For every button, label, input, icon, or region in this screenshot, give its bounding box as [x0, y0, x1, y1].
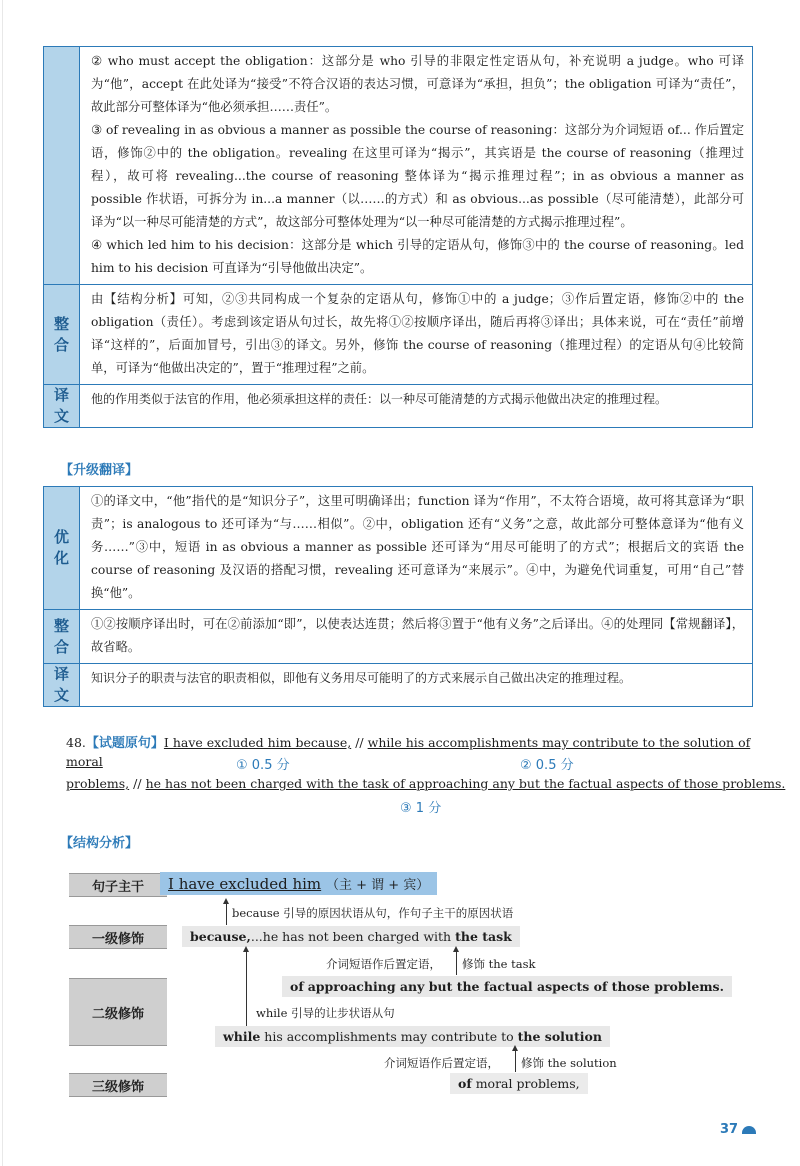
analysis-point-4: ④ which led him to his decision：这部分是 which 引导的定语从句，修饰③中的 the course of reasoning。led him to his decision 可直译为“引导他做出决定”。 [91, 238, 744, 275]
translation-cell [80, 664, 752, 706]
because-clause-box [182, 926, 520, 947]
translation-text: 知识分子的职责与法官的职责相似，即他有义务用尽可能明了的方式来展示自己做出决定的推理过程。 [91, 671, 632, 685]
because-word: because, [190, 929, 251, 944]
row-label-bottom: 化 [53, 549, 69, 567]
row-label [44, 285, 80, 384]
optimize-row [44, 487, 752, 609]
level-label-second [69, 978, 167, 1046]
integration-row [44, 609, 752, 663]
row-label [44, 664, 80, 706]
row-label [44, 487, 80, 609]
question-part-2b: problems, [66, 776, 130, 791]
the-task: the task [455, 929, 512, 944]
optimize-cell [80, 487, 752, 609]
question-part-2: while his accomplishments may contribute to the solution of moral [66, 735, 751, 769]
integration-cell [80, 285, 752, 384]
integration-text: ①②按顺序译出时，可在②前添加“即”，以使表达连贯；然后将③置于“他有义务”之后译出。④的处理同【常规翻译】，故省略。 [91, 617, 744, 654]
graduation-cap-icon [742, 1126, 756, 1134]
row-label-top: 译 [53, 386, 69, 404]
analysis-point-3: ③ of revealing in as obvious a manner as possible the course of reasoning：这部分为介词短语 of... 作后置定语，修饰②中的 the obligation。revealing 在这里可译为“揭示”，其宾语是 the course of reasoning（推理过程），故可将 revealing...the course of reasoning 整体译为“揭示推理过程”；in as obvious a manner as possible 作状语，可拆分为 in...a manner（以……的方式）和 as obvious...as possible（尽可能清楚），此部分可译为“以一种尽可能清楚的方式”，故这部分可整体处理为“以一种尽可能清楚的方式揭示推理过程”。 [91, 123, 744, 229]
because-text: ...he has not been charged with [250, 929, 452, 944]
the-solution: the solution [517, 1029, 602, 1044]
optimize-text: ①的译文中，“他”指代的是“知识分子”，这里可明确译出；function 译为“作用”，不太符合语境，故可将其意译为“职责”；is analogous to 还可译为“与……相似”。②中，obligation 还有“义务”之意，故此部分可整体意译为“他有义务……”③中，短语 in as obvious a manner as possible 还可译为“用尽可能明了的方式”；根据后文的宾语 the course of reasoning 及汉语的搭配习惯，revealing 还可意译为“来展示”。④中，为避免代词重复，可用“自己”替换“他”。 [91, 494, 744, 600]
integration-text: 由【结构分析】可知，②③共同构成一个复杂的定语从句，修饰①中的 a judge；③作后置定语，修饰②中的 the obligation（责任）。考虑到该定语从句过长，故先将①②按顺序译出，随后再将③译出；具体来说，可在“责任”前增译“这样的”，后面加冒号，引出③的译文。另外，修饰 the course of reasoning（推理过程）的定语从句④比较简单，可译为“他做出决定的”，置于“推理过程”之前。 [91, 292, 744, 375]
score-3: ③ 1 分 [400, 801, 442, 816]
note-because: because 引导的原因状语从句，作句子主干的原因状语 [232, 906, 514, 920]
row-label-top: 整 [53, 314, 69, 333]
question-part-1: I have excluded him because, [163, 735, 352, 750]
row-label [44, 47, 80, 284]
arrow-prep-1 [456, 951, 457, 975]
arrow-while [246, 951, 247, 1026]
integration-cell [80, 610, 752, 663]
page-number: 37 [720, 1122, 739, 1137]
analysis-point-2: ② who must accept the obligation：这部分是 who 引导的非限定性定语从句，补充说明 a judge。who 可译为“他”，accept 在此处译为“接受”不符合汉语的表达习惯，可意译为“承担，担负”；the obligation 可译为“责任”，故此部分可整体译为“他必须承担……责任”。 [91, 54, 744, 114]
main-clause-note: （主 + 谓 + 宾） [325, 878, 430, 893]
question-part-3: he has not been charged with the task of approaching any but the factual aspects of those problems. [145, 776, 786, 791]
level-label-third: 三级修饰 [69, 1073, 167, 1097]
translation-text: 他的作用类似于法官的作用，他必须承担这样的责任：以一种尽可能清楚的方式揭示他做出决定的推理过程。 [91, 392, 668, 406]
page-edge-line [2, 0, 3, 1166]
question-48 [66, 734, 758, 771]
question-bracket-label: 【试题原句】 [85, 736, 164, 751]
separator: // [355, 735, 364, 750]
upgrade-table [43, 486, 753, 707]
moral-text: of moral problems, [458, 1076, 580, 1091]
structure-title: 【结构分析】 [60, 836, 139, 851]
question-number: 48. [66, 735, 86, 750]
translation-row [44, 384, 752, 427]
row-label-bottom: 文 [53, 686, 69, 704]
integration-row [44, 284, 752, 384]
approaching-of: of [290, 979, 304, 994]
arrow-because [226, 903, 227, 925]
analysis-row [44, 47, 752, 284]
level-label-first: 一级修饰 [69, 925, 167, 949]
row-label [44, 385, 80, 427]
note-prep-1: 介词短语作后置定语， [326, 957, 441, 971]
row-label-top: 整 [53, 616, 69, 635]
note-prep-1b: 修饰 the task [462, 957, 536, 971]
moral-box [450, 1073, 588, 1094]
question-48-line-2 [66, 776, 785, 791]
approaching-text: approaching any but the factual aspects of those problems. [307, 979, 724, 994]
row-label-bottom: 文 [53, 407, 69, 425]
while-clause-box [215, 1026, 610, 1047]
row-label [44, 610, 80, 663]
arrow-prep-2 [515, 1050, 516, 1072]
level-label-main: 句子主干 [69, 873, 167, 897]
moral-of: of [458, 1076, 472, 1091]
while-text: his accomplishments may contribute to [264, 1029, 514, 1044]
note-prep-2: 介词短语作后置定语， [384, 1056, 499, 1070]
note-prep-2b: 修饰 the solution [521, 1056, 617, 1070]
main-clause: I have excluded him [168, 875, 322, 893]
row-label-top: 优 [53, 528, 69, 546]
note-while: while 引导的让步状语从句 [256, 1006, 395, 1020]
main-clause-box [160, 872, 437, 895]
row-label-bottom: 合 [53, 637, 69, 656]
while-word: while [223, 1029, 261, 1044]
approaching-box [282, 976, 732, 997]
translation-row [44, 663, 752, 706]
translation-cell [80, 385, 752, 427]
analysis-cell [80, 47, 752, 284]
analysis-table [43, 46, 753, 428]
row-label-top: 译 [53, 665, 69, 683]
separator: // [133, 776, 142, 791]
row-label-bottom: 合 [53, 335, 69, 354]
score-1: ① 0.5 分 [236, 758, 290, 773]
score-2: ② 0.5 分 [520, 758, 574, 773]
level-label-text: 二级修饰 [91, 1006, 144, 1022]
upgrade-title: 【升级翻译】 [60, 463, 139, 478]
